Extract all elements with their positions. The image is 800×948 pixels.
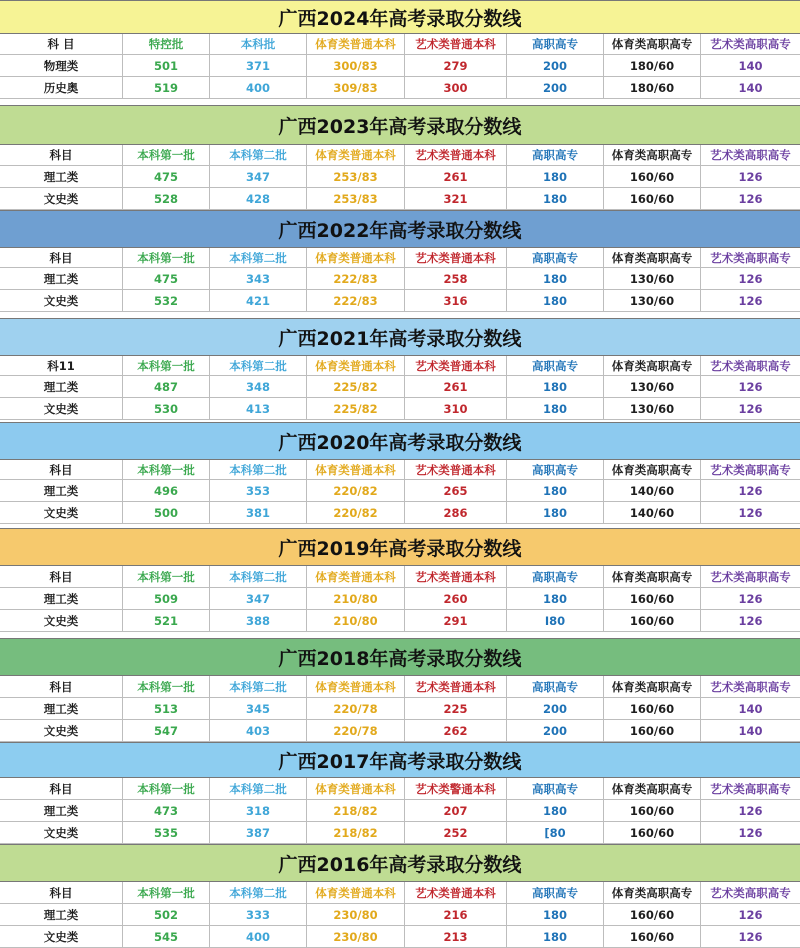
- score-cell: 316: [405, 290, 507, 311]
- table-header-row: [0, 356, 800, 376]
- subject-cell: 文史类: [0, 398, 123, 419]
- table-row: [0, 398, 800, 420]
- subject-cell: 理工类: [0, 268, 123, 289]
- score-cell: 258: [405, 268, 507, 289]
- score-cell: 348: [210, 376, 307, 397]
- column-header: 体育类高职高专: [604, 778, 701, 799]
- column-header: 科目: [0, 778, 123, 799]
- subject-cell: 文史类: [0, 926, 123, 947]
- subject-cell: 文史类: [0, 502, 123, 523]
- score-cell: 213: [405, 926, 507, 947]
- score-cell: 126: [738, 379, 763, 394]
- score-cell: 513: [123, 698, 210, 719]
- section-title: 广西2019年高考录取分数线: [0, 528, 800, 566]
- score-cell: 343: [210, 268, 307, 289]
- score-cell: 279: [405, 55, 507, 76]
- subject-cell: 文史类: [0, 822, 123, 843]
- score-cell: 310: [405, 398, 507, 419]
- score-cell: 126: [738, 907, 763, 922]
- score-cell: 130/60: [604, 268, 701, 289]
- table-row: [0, 188, 800, 210]
- score-cell: 200: [507, 55, 604, 76]
- score-cell: 309/83: [307, 77, 405, 98]
- column-header: 艺术类高职高专: [710, 569, 791, 584]
- column-header: 本科第二批: [210, 356, 307, 375]
- score-cell: 347: [210, 166, 307, 187]
- score-cell: 160/60: [604, 166, 701, 187]
- column-header: 科 目: [0, 34, 123, 54]
- subject-cell: 理工类: [0, 376, 123, 397]
- score-cell: 345: [210, 698, 307, 719]
- score-cell: 160/60: [604, 822, 701, 843]
- score-cell: 260: [405, 588, 507, 609]
- score-cell: 230/80: [307, 926, 405, 947]
- score-cell: 160/60: [604, 610, 701, 631]
- score-cell: 126: [738, 483, 763, 498]
- score-cell: 180: [507, 188, 604, 209]
- score-cell: 501: [123, 55, 210, 76]
- subject-cell: 理工类: [0, 698, 123, 719]
- column-header: 体育类高职高专: [604, 356, 701, 375]
- score-cell: I80: [507, 610, 604, 631]
- table-row: [0, 822, 800, 844]
- score-cell: 180: [507, 480, 604, 501]
- column-header: 科目: [0, 566, 123, 587]
- column-header: 体育类普通本科: [307, 882, 405, 903]
- column-header: 高职高专: [507, 34, 604, 54]
- score-cell: 126: [738, 293, 763, 308]
- section-title: 广西2022年高考录取分数线: [0, 210, 800, 248]
- subject-cell: 物理类: [0, 55, 123, 76]
- score-cell: 502: [123, 904, 210, 925]
- column-header: 本科第一批: [123, 248, 210, 267]
- score-cell: 126: [738, 271, 763, 286]
- column-header: 体育类高职高专: [604, 34, 701, 54]
- score-cell: [80: [507, 822, 604, 843]
- score-cell: 180: [507, 800, 604, 821]
- subject-cell: 文史类: [0, 188, 123, 209]
- column-header: 艺术类普通本科: [405, 356, 507, 375]
- column-header: 本科第二批: [210, 145, 307, 165]
- column-header: 本科第二批: [210, 778, 307, 799]
- score-cell: 130/60: [604, 290, 701, 311]
- year-section: [0, 742, 800, 844]
- subject-cell: 理工类: [0, 480, 123, 501]
- column-header: 科目: [0, 882, 123, 903]
- column-header: 科目: [0, 145, 123, 165]
- table-header-row: [0, 248, 800, 268]
- column-header: 艺术类高职高专: [710, 885, 791, 900]
- table-row: [0, 588, 800, 610]
- table-header-row: [0, 882, 800, 904]
- score-cell: 200: [507, 720, 604, 741]
- column-header: 艺术类高职高专: [710, 250, 791, 265]
- year-section: [0, 318, 800, 422]
- table-header-row: [0, 145, 800, 166]
- score-cell: 400: [210, 77, 307, 98]
- score-cell: 261: [405, 376, 507, 397]
- column-header: 艺术类普通本科: [405, 566, 507, 587]
- score-cell: 180: [507, 926, 604, 947]
- subject-cell: 文史类: [0, 720, 123, 741]
- column-header: 本科第二批: [210, 248, 307, 267]
- score-cell: 126: [738, 591, 763, 606]
- column-header: 科11: [0, 356, 123, 375]
- score-table: [0, 356, 800, 420]
- column-header: 高职高专: [507, 882, 604, 903]
- score-cell: 473: [123, 800, 210, 821]
- table-row: [0, 77, 800, 99]
- table-row: [0, 698, 800, 720]
- score-cell: 403: [210, 720, 307, 741]
- column-header: 本科批: [210, 34, 307, 54]
- score-cell: 291: [405, 610, 507, 631]
- column-header: 体育类高职高专: [604, 248, 701, 267]
- score-cell: 126: [738, 401, 763, 416]
- score-cell: 130/60: [604, 376, 701, 397]
- score-cell: 500: [123, 502, 210, 523]
- score-cell: 547: [123, 720, 210, 741]
- score-cell: 207: [405, 800, 507, 821]
- score-cell: 521: [123, 610, 210, 631]
- score-cell: 140: [738, 701, 763, 716]
- score-cell: 509: [123, 588, 210, 609]
- table-row: [0, 55, 800, 77]
- score-cell: 428: [210, 188, 307, 209]
- score-table: [0, 882, 800, 948]
- score-cell: 230/80: [307, 904, 405, 925]
- score-cell: 252: [405, 822, 507, 843]
- column-header: 体育类高职高专: [604, 676, 701, 697]
- column-header: 本科第一批: [123, 145, 210, 165]
- score-cell: 318: [210, 800, 307, 821]
- score-cell: 261: [405, 166, 507, 187]
- score-cell: 140/60: [604, 480, 701, 501]
- score-cell: 160/60: [604, 904, 701, 925]
- score-table: [0, 248, 800, 312]
- table-row: [0, 904, 800, 926]
- column-header: 体育类高职高专: [604, 145, 701, 165]
- score-cell: 180: [507, 588, 604, 609]
- score-cell: 475: [123, 268, 210, 289]
- column-header: 本科第一批: [123, 356, 210, 375]
- score-cell: 265: [405, 480, 507, 501]
- score-cell: 421: [210, 290, 307, 311]
- score-cell: 126: [738, 191, 763, 206]
- column-header: 体育类高职高专: [604, 460, 701, 479]
- column-header: 体育类高职高专: [604, 882, 701, 903]
- year-section: [0, 638, 800, 742]
- score-cell: 388: [210, 610, 307, 631]
- score-table: [0, 460, 800, 524]
- score-cell: 210/80: [307, 610, 405, 631]
- score-table: [0, 566, 800, 632]
- column-header: 本科第二批: [210, 566, 307, 587]
- column-header: 科目: [0, 676, 123, 697]
- column-header: 科目: [0, 248, 123, 267]
- column-header: 科目: [0, 460, 123, 479]
- subject-cell: 文史类: [0, 610, 123, 631]
- score-cell: 321: [405, 188, 507, 209]
- score-table: [0, 778, 800, 844]
- subject-cell: 理工类: [0, 588, 123, 609]
- column-header: 艺术类高职高专: [710, 679, 791, 694]
- column-header: 体育类普通本科: [307, 248, 405, 267]
- section-title: 广西2023年高考录取分数线: [0, 105, 800, 145]
- column-header: 高职高专: [507, 356, 604, 375]
- score-cell: 253/83: [307, 188, 405, 209]
- subject-cell: 理工类: [0, 800, 123, 821]
- score-cell: 126: [738, 613, 763, 628]
- score-cell: 220/82: [307, 480, 405, 501]
- score-cell: 130/60: [604, 398, 701, 419]
- score-cell: 200: [507, 77, 604, 98]
- section-title: 广西2021年高考录取分数线: [0, 318, 800, 356]
- column-header: 本科第二批: [210, 882, 307, 903]
- year-section: [0, 422, 800, 528]
- score-cell: 160/60: [604, 188, 701, 209]
- score-cell: 180: [507, 398, 604, 419]
- section-title: 广西2024年高考录取分数线: [0, 0, 800, 34]
- column-header: 艺术类高职高专: [710, 358, 791, 373]
- table-row: [0, 800, 800, 822]
- column-header: 特控批: [123, 34, 210, 54]
- column-header: 艺术类高职高专: [710, 37, 791, 51]
- score-cell: 532: [123, 290, 210, 311]
- table-header-row: [0, 676, 800, 698]
- score-cell: 160/60: [604, 698, 701, 719]
- score-cell: 535: [123, 822, 210, 843]
- score-cell: 140: [738, 58, 763, 73]
- subject-cell: 理工类: [0, 166, 123, 187]
- table-row: [0, 268, 800, 290]
- table-row: [0, 926, 800, 948]
- subject-cell: 历史奥: [0, 77, 123, 98]
- score-cell: 180: [507, 166, 604, 187]
- column-header: 本科第二批: [210, 460, 307, 479]
- year-section: [0, 844, 800, 948]
- column-header: 艺术类普通本科: [405, 676, 507, 697]
- score-cell: 347: [210, 588, 307, 609]
- column-header: 本科第一批: [123, 676, 210, 697]
- column-header: 本科第二批: [210, 676, 307, 697]
- score-cell: 333: [210, 904, 307, 925]
- score-cell: 210/80: [307, 588, 405, 609]
- score-cell: 220/82: [307, 502, 405, 523]
- column-header: 本科第一批: [123, 566, 210, 587]
- column-header: 体育类普通本科: [307, 676, 405, 697]
- score-cell: 381: [210, 502, 307, 523]
- column-header: 体育类普通本科: [307, 145, 405, 165]
- subject-cell: 文史类: [0, 290, 123, 311]
- table-header-row: [0, 34, 800, 55]
- subject-cell: 理工类: [0, 904, 123, 925]
- score-cell: 160/60: [604, 720, 701, 741]
- score-cell: 519: [123, 77, 210, 98]
- column-header: 高职高专: [507, 778, 604, 799]
- column-header: 体育类普通本科: [307, 460, 405, 479]
- section-title: 广西2020年高考录取分数线: [0, 422, 800, 460]
- score-cell: 160/60: [604, 926, 701, 947]
- score-cell: 160/60: [604, 800, 701, 821]
- column-header: 艺术类高职高专: [710, 148, 791, 162]
- score-cell: 126: [738, 825, 763, 840]
- score-cell: 413: [210, 398, 307, 419]
- column-header: 艺术类警通本科: [405, 778, 507, 799]
- column-header: 体育类普通本科: [307, 778, 405, 799]
- score-cell: 286: [405, 502, 507, 523]
- score-cell: 160/60: [604, 588, 701, 609]
- year-section: [0, 210, 800, 318]
- year-section: [0, 528, 800, 638]
- table-row: [0, 166, 800, 188]
- score-cell: 220/78: [307, 698, 405, 719]
- score-cell: 180: [507, 904, 604, 925]
- section-title: 广西2016年高考录取分数线: [0, 844, 800, 882]
- score-cell: 530: [123, 398, 210, 419]
- table-row: [0, 610, 800, 632]
- table-row: [0, 376, 800, 398]
- score-cell: 180/60: [604, 77, 701, 98]
- table-header-row: [0, 566, 800, 588]
- score-cell: 225: [405, 698, 507, 719]
- column-header: 体育类普通本科: [307, 34, 405, 54]
- score-cell: 475: [123, 166, 210, 187]
- score-cell: 180: [507, 290, 604, 311]
- score-cell: 218/82: [307, 800, 405, 821]
- score-cell: 400: [210, 926, 307, 947]
- score-cell: 180: [507, 268, 604, 289]
- score-cell: 225/82: [307, 398, 405, 419]
- score-cell: 126: [738, 169, 763, 184]
- column-header: 高职高专: [507, 676, 604, 697]
- table-row: [0, 502, 800, 524]
- score-cell: 140/60: [604, 502, 701, 523]
- column-header: 艺术类普通本科: [405, 882, 507, 903]
- column-header: 体育类普通本科: [307, 566, 405, 587]
- score-cell: 140: [738, 80, 763, 95]
- score-cell: 220/78: [307, 720, 405, 741]
- column-header: 本科第一批: [123, 882, 210, 903]
- column-header: 本科第一批: [123, 778, 210, 799]
- score-cell: 262: [405, 720, 507, 741]
- score-table: [0, 34, 800, 99]
- score-table: [0, 676, 800, 742]
- score-cell: 200: [507, 698, 604, 719]
- column-header: 体育类高职高专: [604, 566, 701, 587]
- column-header: 艺术类普通本科: [405, 460, 507, 479]
- column-header: 艺术类普通本科: [405, 145, 507, 165]
- table-row: [0, 480, 800, 502]
- score-cell: 528: [123, 188, 210, 209]
- table-header-row: [0, 460, 800, 480]
- column-header: 艺术类高职高专: [710, 462, 791, 477]
- table-row: [0, 720, 800, 742]
- score-cell: 222/83: [307, 268, 405, 289]
- column-header: 高职高专: [507, 460, 604, 479]
- column-header: 高职高专: [507, 145, 604, 165]
- column-header: 体育类普通本科: [307, 356, 405, 375]
- column-header: 艺术类普通本科: [405, 34, 507, 54]
- score-cell: 300: [405, 77, 507, 98]
- score-cell: 222/83: [307, 290, 405, 311]
- year-section: [0, 0, 800, 105]
- column-header: 高职高专: [507, 566, 604, 587]
- score-cell: 216: [405, 904, 507, 925]
- score-cell: 353: [210, 480, 307, 501]
- score-cell: 218/82: [307, 822, 405, 843]
- score-cell: 126: [738, 803, 763, 818]
- score-cell: 126: [738, 929, 763, 944]
- section-title: 广西2018年高考录取分数线: [0, 638, 800, 676]
- column-header: 艺术类普通本科: [405, 248, 507, 267]
- table-row: [0, 290, 800, 312]
- score-cell: 225/82: [307, 376, 405, 397]
- score-cell: 371: [210, 55, 307, 76]
- score-cell: 180: [507, 376, 604, 397]
- column-header: 艺术类高职高专: [710, 781, 791, 796]
- column-header: 高职高专: [507, 248, 604, 267]
- year-section: [0, 105, 800, 210]
- score-cell: 300/83: [307, 55, 405, 76]
- table-header-row: [0, 778, 800, 800]
- score-cell: 180: [507, 502, 604, 523]
- score-cell: 180/60: [604, 55, 701, 76]
- score-cell: 387: [210, 822, 307, 843]
- score-cell: 496: [123, 480, 210, 501]
- section-title: 广西2017年高考录取分数线: [0, 742, 800, 778]
- column-header: 本科第一批: [123, 460, 210, 479]
- score-cell: 253/83: [307, 166, 405, 187]
- score-cell: 487: [123, 376, 210, 397]
- score-cell: 126: [738, 505, 763, 520]
- score-table: [0, 145, 800, 210]
- score-cell: 545: [123, 926, 210, 947]
- score-cell: 140: [738, 723, 763, 738]
